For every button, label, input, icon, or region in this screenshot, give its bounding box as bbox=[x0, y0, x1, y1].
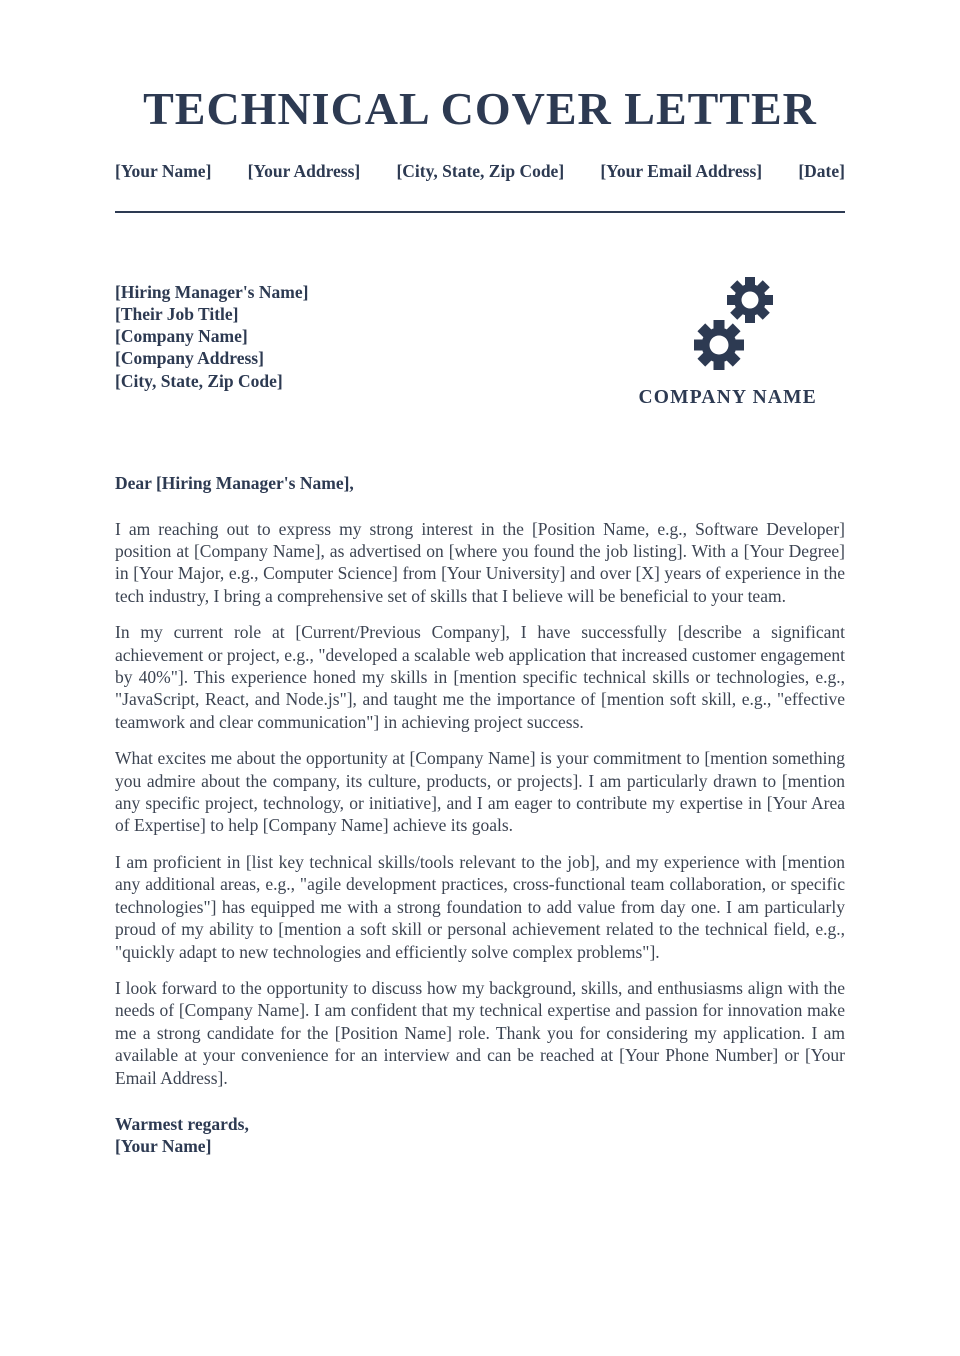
contact-date: [Date] bbox=[798, 160, 845, 181]
gears-icon bbox=[653, 273, 803, 375]
recipient-city-state-zip: [City, State, Zip Code] bbox=[115, 370, 283, 391]
recipient-company-name: [Company Name] bbox=[115, 326, 248, 347]
signature-name: [Your Name] bbox=[115, 1136, 212, 1157]
header-divider bbox=[115, 211, 845, 213]
salutation: Dear [Hiring Manager's Name], bbox=[115, 472, 354, 493]
company-name-label: COMPANY NAME bbox=[638, 386, 817, 408]
page-title: TECHNICAL COVER LETTER bbox=[143, 83, 817, 134]
company-logo bbox=[639, 273, 818, 409]
recipient-job-title: [Their Job Title] bbox=[115, 303, 239, 324]
closing-phrase: Warmest regards, bbox=[115, 1113, 249, 1134]
paragraph-outro: I look forward to the opportunity to discuss how my background, skills, and enthusiasms align with the needs of [Company Name]. I am confident that my technical expertise and passion for innovation make me a strong candidate for the [Position Name] role. Thank you for considering my application. I am available at your convenience for an interview and can be reached at [Your Phone Number] or [Your Email Address]. bbox=[115, 977, 845, 1088]
recipient-company-address: [Company Address] bbox=[115, 348, 264, 369]
recipient-block bbox=[115, 281, 308, 392]
contact-city-state-zip: [City, State, Zip Code] bbox=[396, 160, 565, 181]
closing-block bbox=[115, 1113, 845, 1158]
paragraph-skills: I am proficient in [list key technical skills/tools relevant to the job], and my experience with [mention any additional areas, e.g., "agile development practices, cross-functional team collaboration, or specific technologies"] has equipped me with a strong foundation to add value from day one. I am particularly proud of my ability to [mention a soft skill or personal achievement related to the technical field, e.g., "quickly adapt to new technologies and efficiently solve complex problems"]. bbox=[115, 851, 845, 962]
paragraph-motivation: What excites me about the opportunity at [Company Name] is your commitment to [mention something you admire about the company, its culture, products, or projects]. I am particularly drawn to [mention any specific project, technology, or initiative], and I am eager to contribute my expertise in [Your Area of Expertise] to help [Company Name] achieve its goals. bbox=[115, 748, 845, 836]
contact-your-name: [Your Name] bbox=[115, 160, 212, 181]
recipient-row bbox=[115, 281, 845, 409]
contact-info-line bbox=[115, 161, 845, 182]
contact-your-address: [Your Address] bbox=[247, 160, 361, 181]
paragraph-intro: I am reaching out to express my strong interest in the [Position Name, e.g., Software Developer] position at [Company Name], as advertised on [where you found the job listing]. With a [Your Degree] in [Your Major, e.g., Computer Science] from [Your University] and over [X] years of experience in the tech industry, I bring a comprehensive set of skills that I believe will be beneficial to your team. bbox=[115, 518, 845, 606]
paragraph-experience: In my current role at [Current/Previous Company], I have successfully [describe a significant achievement or project, e.g., "developed a scalable web application that increased customer engagement by 40%"]. This experience honed my skills in [mention specific technical skills or technologies, e.g., "JavaScript, React, and Node.js"], and taught me the importance of [mention soft skill, e.g., "effective teamwork and clear communication"] in achieving project success. bbox=[115, 622, 845, 732]
contact-email: [Your Email Address] bbox=[600, 160, 763, 181]
recipient-manager-name: [Hiring Manager's Name] bbox=[115, 281, 309, 302]
